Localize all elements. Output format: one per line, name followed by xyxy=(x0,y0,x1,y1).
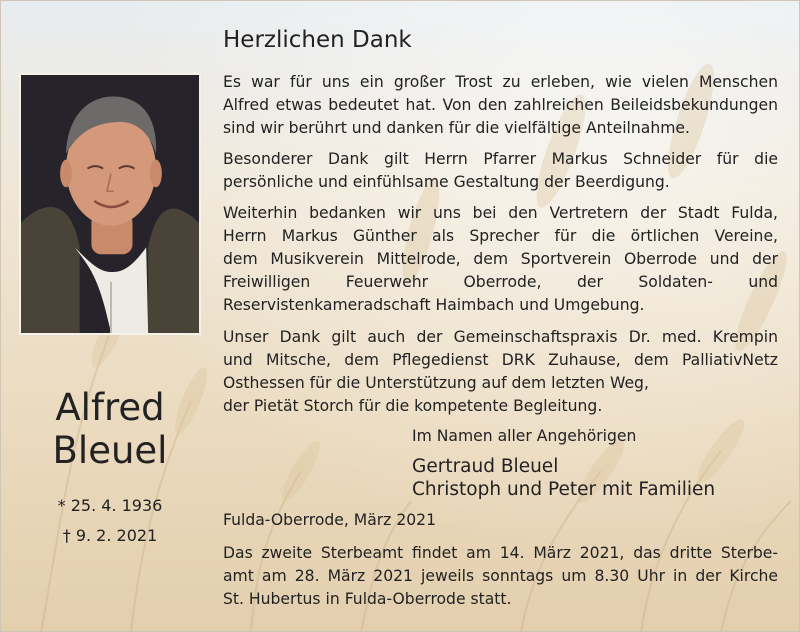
last-name: Bleuel xyxy=(52,429,168,472)
portrait-photo xyxy=(19,73,201,335)
text-line: Unser Dank gilt auch der Gemeinschaftspraxis Dr. med. Krempin xyxy=(223,328,778,346)
family-name: Christoph und Peter mit Familien xyxy=(412,479,716,500)
paragraph-pfarrer xyxy=(223,148,778,194)
text-line: Alfred etwas bedeutet hat. Von den zahlreichen Beileidsbekundungen xyxy=(223,96,778,114)
text-line: Herrn Markus Günther als Sprecher für die örtlichen Vereine, xyxy=(223,227,778,245)
text-line: persönliche und einfühlsame Gestaltung der Beerdigung. xyxy=(223,173,670,191)
paragraph-trost xyxy=(223,71,778,140)
first-name: Alfred xyxy=(55,386,165,429)
text-line: Osthessen für die Unterstützung auf dem letzten Weg, xyxy=(223,374,649,392)
text-line: amt am 28. März 2021 jeweils sonntags um 8.30 Uhr in der Kirche xyxy=(223,567,778,585)
text-line: Weiterhin bedanken wir uns bei den Vertretern der Stadt Fulda, xyxy=(223,204,778,222)
text-line: Das zweite Sterbeamt findet am 14. März 2021, das dritte Sterbe- xyxy=(223,544,778,562)
text-line: Besonderer Dank gilt Herrn Pfarrer Markus Schneider für die xyxy=(223,150,778,168)
paragraph-sterbeamt xyxy=(223,542,778,611)
text-line: Freiwilligen Feuerwehr Oberrode, der Soldaten- und xyxy=(223,273,778,291)
text-line: sind wir berührt und danken für die vielfältige Anteilnahme. xyxy=(223,119,690,137)
text-line: der Pietät Storch für die kompetente Begleitung. xyxy=(223,397,603,415)
heading: Herzlichen Dank xyxy=(223,27,412,53)
paragraph-pflege xyxy=(223,326,778,418)
family-name: Gertraud Bleuel xyxy=(412,456,559,477)
birth-date: * 25. 4. 1936 xyxy=(57,496,163,515)
place-date: Fulda-Oberrode, März 2021 xyxy=(223,511,437,529)
text-line: Reservistenkameradschaft Haimbach und Umgebung. xyxy=(223,296,645,314)
death-date: † 9. 2. 2021 xyxy=(62,526,158,545)
signoff: Im Namen aller Angehörigen xyxy=(412,427,637,445)
paragraph-vereine xyxy=(223,202,778,317)
text-line: dem Musikverein Mittelrode, dem Sportverein Oberrode und der xyxy=(223,250,778,268)
text-line: Es war für uns ein großer Trost zu erleben, wie vielen Menschen xyxy=(223,73,778,91)
text-line: und Mitsche, dem Pflegedienst DRK Zuhause, dem PalliativNetz xyxy=(223,351,778,369)
text-line: St. Hubertus in Fulda-Oberrode statt. xyxy=(223,590,512,608)
